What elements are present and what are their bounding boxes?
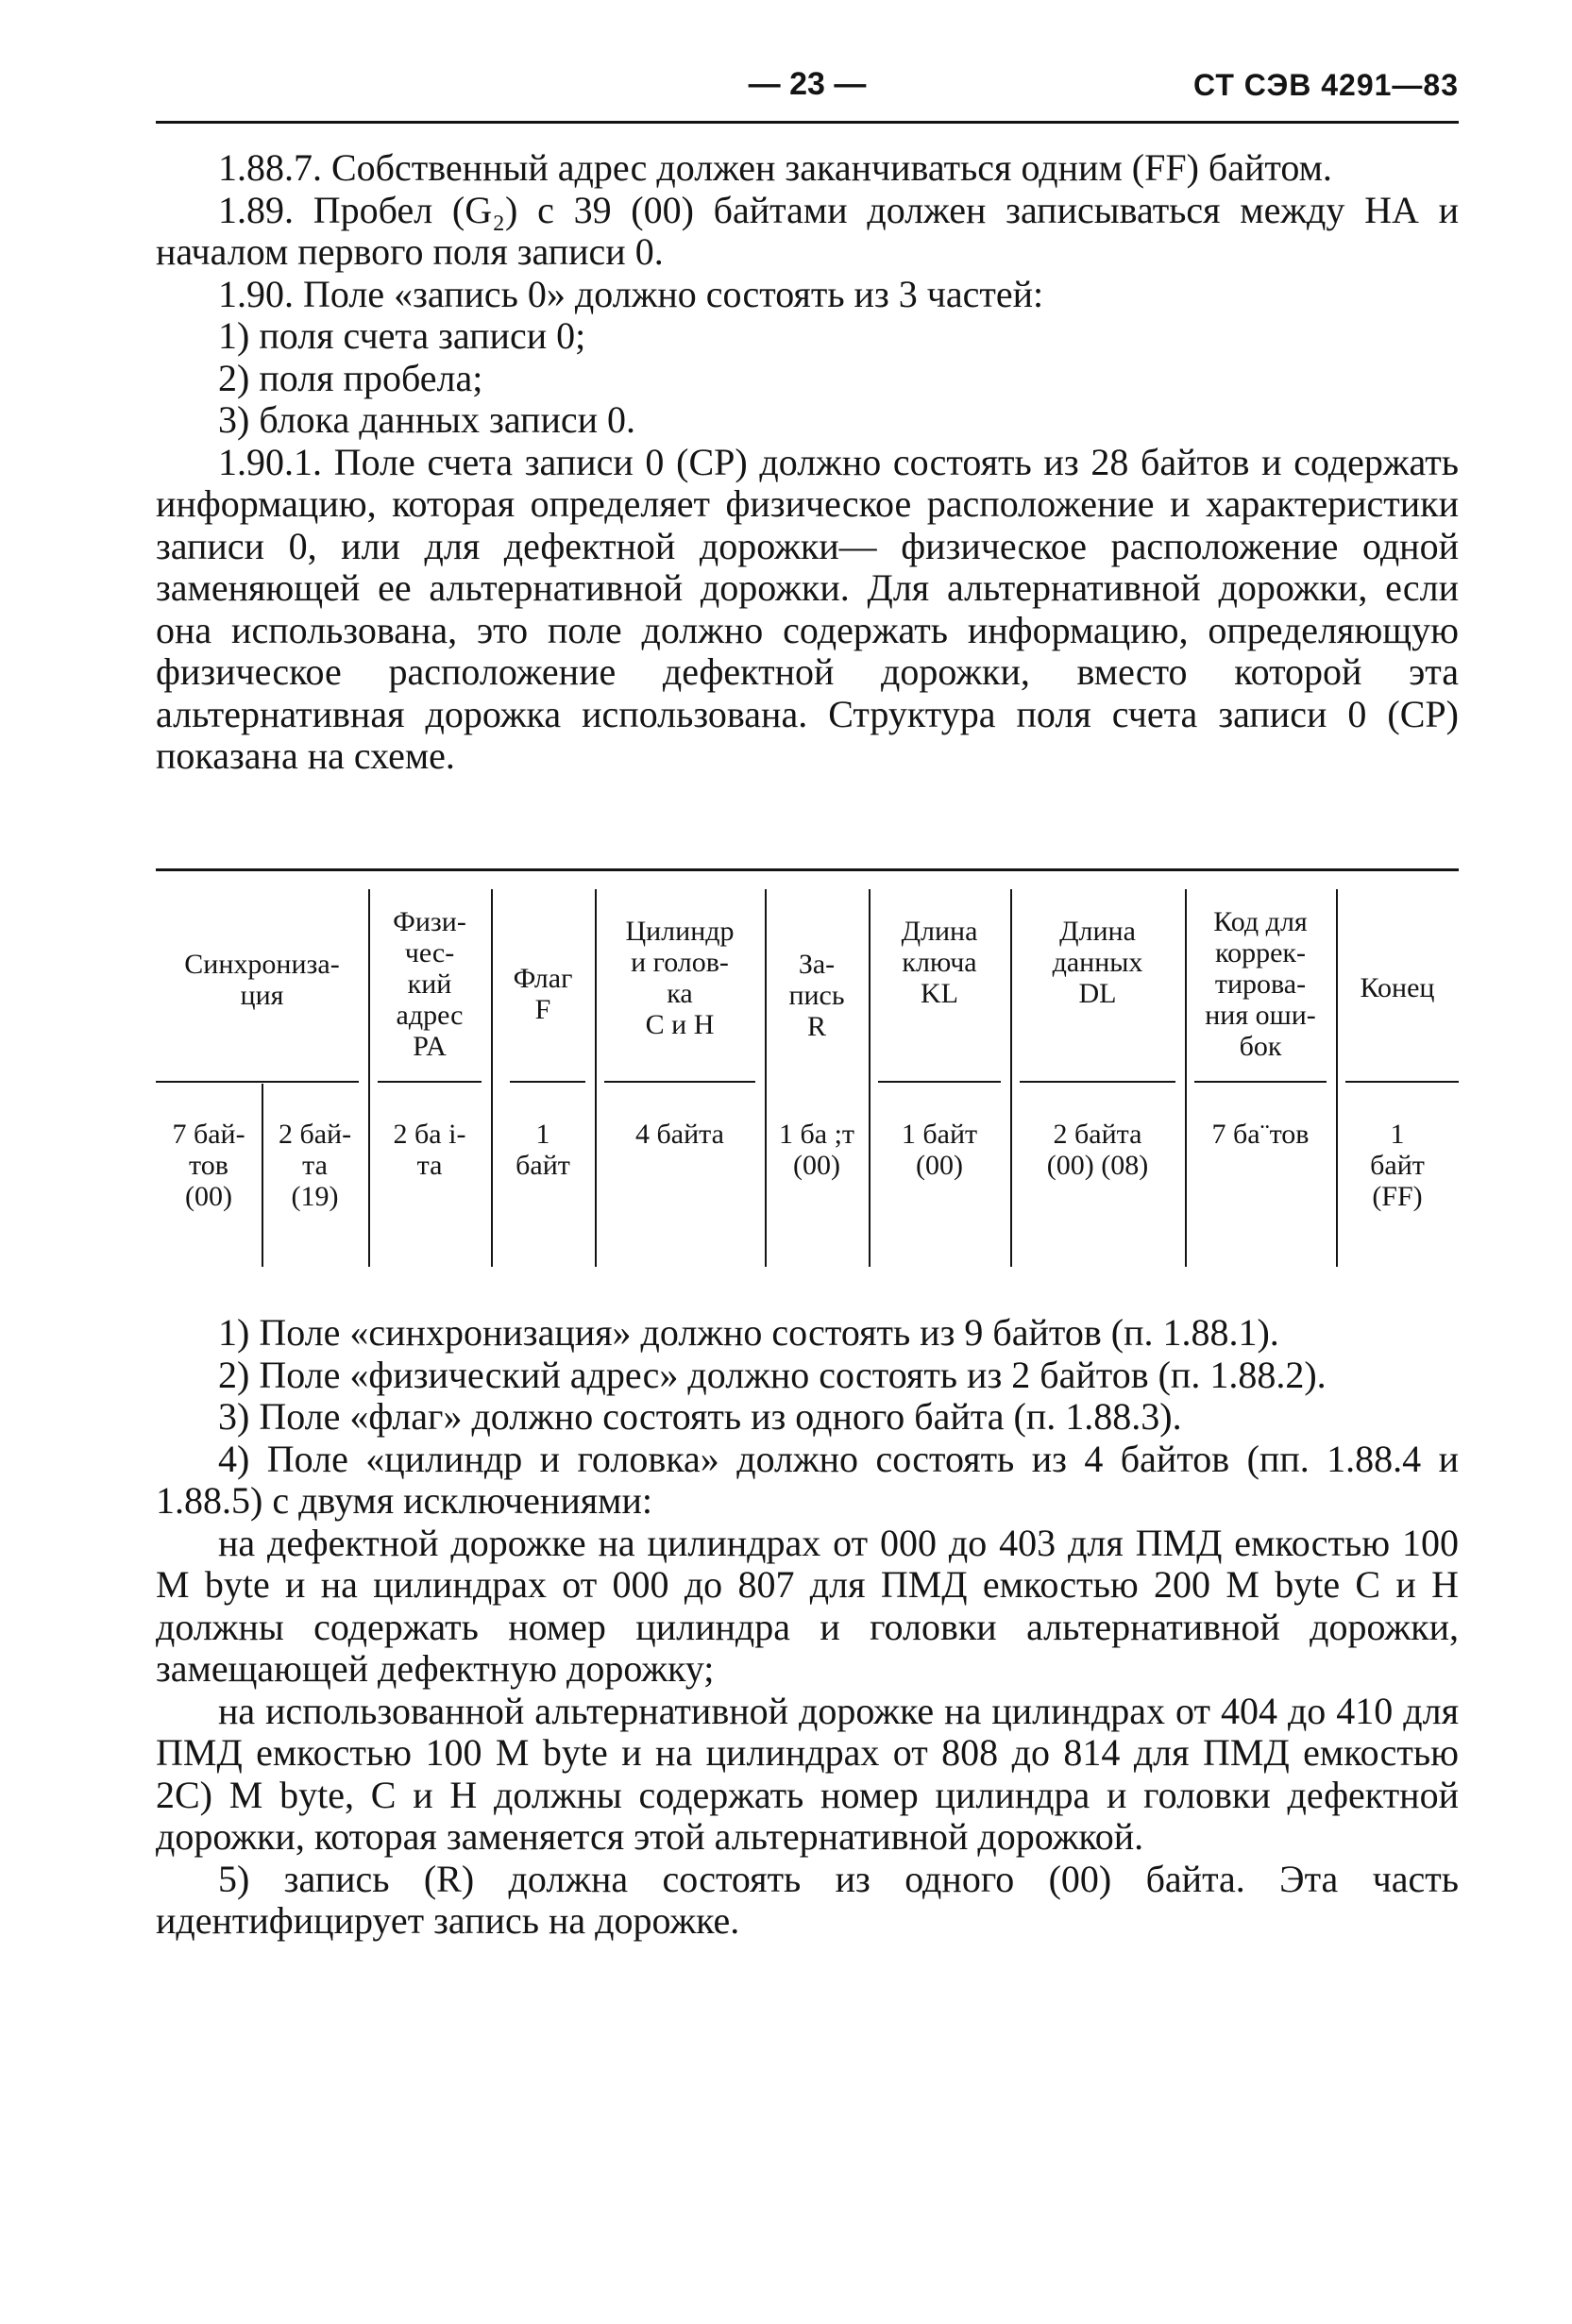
header-cylinder-head: Цилиндр и голов- ка C и H — [625, 916, 735, 1040]
value-physical-address: 2 ба і- та — [393, 1119, 466, 1181]
value-data-length: 2 байта (00) (08) — [1046, 1119, 1149, 1181]
list-item: 3) блока данных записи 0. — [218, 398, 636, 441]
header-ecc: Код для коррек- тирова- ния оши- бок — [1205, 906, 1316, 1062]
paragraph-1-90-1: 1.90.1. Поле счета записи 0 (СР) должно состоять из 28 байтов и содержать информацию, которая определяет физическое расположение и характеристики записи 0, или для дефектной дорожки— физическое расположение одной заменяющей ее альтернативной дорожки. Для альтернативной дорожки, если она использована, это поле должно содержать информацию, определяющую физическое расположение дефектной дорожки, вместо которой эта альтернативная дорожка использована. Структура поля счета записи 0 (СР) показана на схеме. — [156, 440, 1459, 777]
header-underline — [1194, 1081, 1327, 1083]
value-key-length: 1 байт (00) — [901, 1119, 978, 1181]
value-cylinder-head: 4 байта — [635, 1119, 724, 1150]
header-underline — [604, 1081, 755, 1083]
page-header — [156, 66, 1459, 123]
item-sync: 1) Поле «синхронизация» должно состоять из 9 байтов (п. 1.88.1). — [218, 1311, 1279, 1354]
exception-alternate-track: на использованной альтернативной дорожке на цилиндрах от 404 до 410 для ПМД емкостью 100 М byte и на цилиндрах от 808 до 814 для ПМД емкостью 2С) М byte, С и Н должны содержать номер цилиндра и головки дефектной дорожки, которая заменяется этой альтернативной дорожкой. — [156, 1689, 1459, 1858]
divider — [765, 889, 767, 1267]
value-record: 1 ба ;т (00) — [778, 1119, 855, 1181]
header-key-length: Длина ключа KL — [901, 916, 978, 1009]
value-sync-2: 2 бай- та (19) — [278, 1119, 352, 1212]
paragraph-1-89: 1.89. Пробел (G₂) с 39 (00) байтами должен записываться между НА и началом первого поля записи 0. — [156, 188, 1459, 273]
header-underline — [1345, 1081, 1459, 1083]
value-ecc: 7 ба¨тов — [1211, 1119, 1310, 1150]
page-number: — 23 — — [748, 66, 867, 102]
list-item: 1) поля счета записи 0; — [218, 314, 586, 357]
item-physical-address: 2) Поле «физический адрес» должно состоять из 2 байтов (п. 1.88.2). — [218, 1353, 1327, 1396]
header-underline — [510, 1081, 585, 1083]
record-count-field-diagram — [156, 878, 1459, 1274]
exception-defective-track: на дефектной дорожке на цилиндрах от 000 до 403 для ПМД емкостью 100 М byte и на цилиндрах от 000 до 807 для ПМД емкостью 200 М byte С и Н должны содержать номер цилиндра и головки альтернативной дорожки, замещающей дефектную дорожку; — [156, 1521, 1459, 1690]
value-end: 1 байт (FF) — [1370, 1119, 1425, 1212]
divider — [491, 889, 493, 1267]
header-flag: Флаг F — [513, 963, 573, 1025]
header-data-length: Длина данных DL — [1052, 916, 1143, 1009]
item-flag: 3) Поле «флаг» должно состоять из одного байта (п. 1.88.3). — [218, 1395, 1182, 1438]
paragraph-1-90: 1.90. Поле «запись 0» должно состоять из 3 частей: — [218, 272, 1044, 315]
value-sync-1: 7 бай- тов (00) — [172, 1119, 245, 1212]
header-record: За- пись R — [788, 949, 845, 1042]
header-end: Конец — [1360, 972, 1435, 1003]
standard-code: СТ СЭВ 4291—83 — [1193, 68, 1459, 102]
value-flag: 1 байт — [516, 1119, 570, 1181]
list-item: 2) поля пробела; — [218, 356, 483, 399]
header-rule — [156, 121, 1459, 124]
body-text-top — [156, 147, 1459, 778]
header-sync: Синхрониза- ция — [184, 949, 340, 1011]
header-underline — [378, 1081, 482, 1083]
header-underline — [1020, 1081, 1175, 1083]
item-cylinder-head: 4) Поле «цилиндр и головка» должно состоять из 4 байтов (пп. 1.88.4 и 1.88.5) с двумя исключениями: — [156, 1437, 1459, 1522]
header-underline — [156, 1081, 359, 1083]
body-text-bottom — [156, 1312, 1459, 1943]
header-physical-address: Физи- чес- кий адрес PA — [393, 906, 466, 1062]
header-underline — [878, 1081, 1001, 1083]
item-record: 5) запись (R) должна состоять из одного (00) байта. Эта часть идентифицирует запись на дорожке. — [156, 1857, 1459, 1942]
paragraph-1-88-7: 1.88.7. Собственный адрес должен заканчиваться одним (FF) байтом. — [218, 146, 1332, 189]
diagram-top-rule — [156, 868, 1459, 871]
